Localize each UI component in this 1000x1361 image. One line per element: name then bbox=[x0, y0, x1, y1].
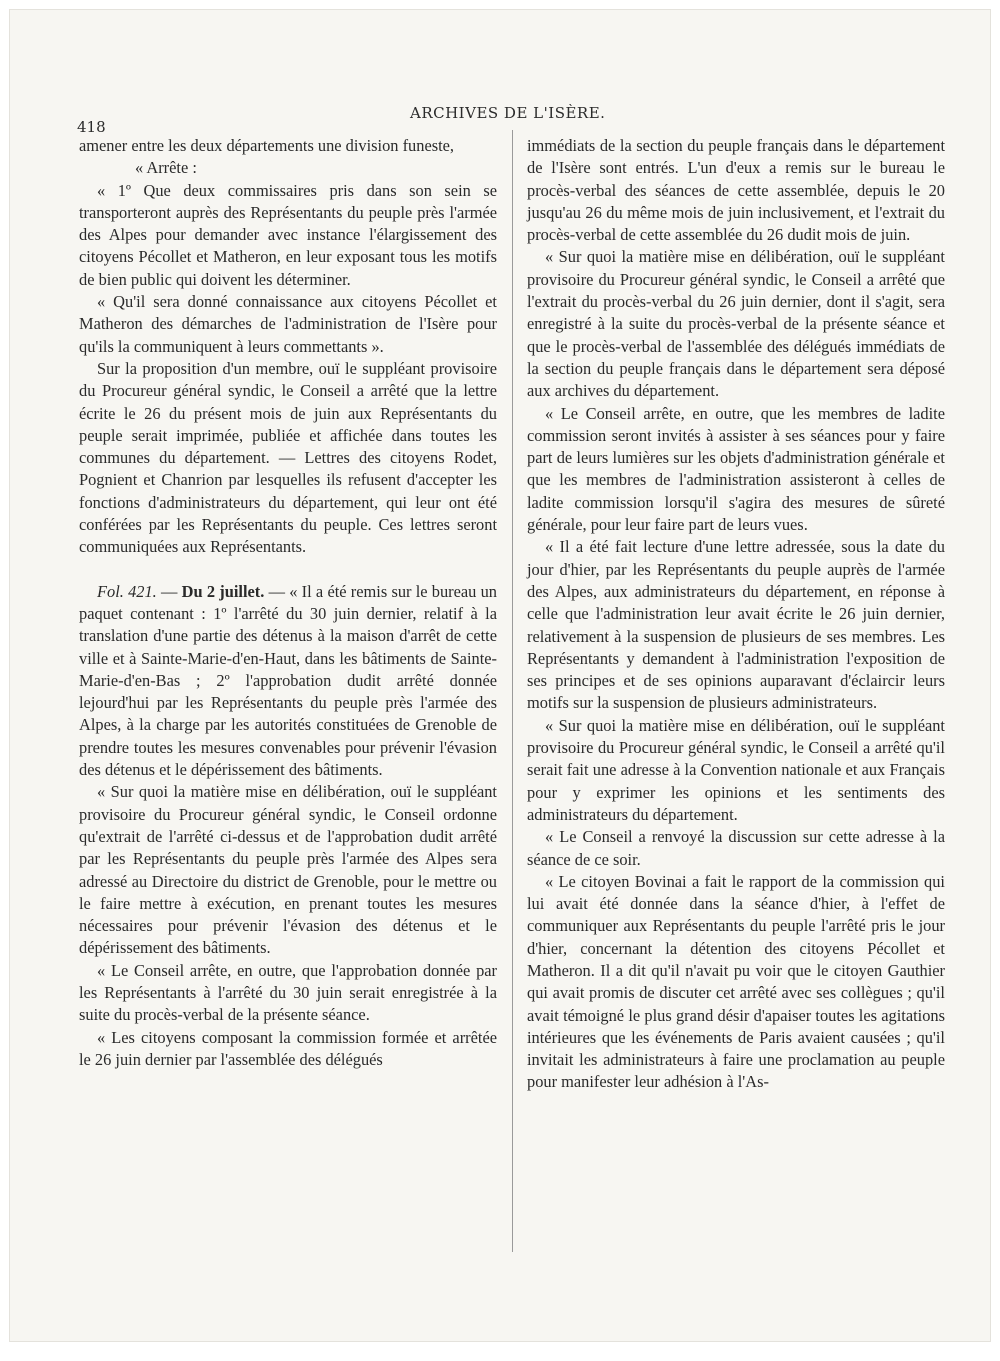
paragraph: « Le Conseil arrête, en outre, que l'approbation donnée par les Représentants à l'arrêté du 30 juin serait enregistrée à la suite du procès-verbal de la présente séance. bbox=[79, 960, 497, 1025]
paragraph: « Arrête : bbox=[135, 158, 197, 178]
page-header bbox=[10, 102, 990, 136]
paragraph: « Le citoyen Bovinai a fait le rapport de la commission qui lui avait été donnée dans la séance d'hier, à l'effet de communiquer aux Représentants du peuple l'arrêté pris le jour d'hier, concernant la détention des citoyens Pécollet et Matheron. Il a dit qu'il n'avait pu voir que le citoyen Gauthier qui avait promis de discuter cet arrêté avec ses collègues ; qu'il avait témoigné le plus grand désir d'apaiser toutes les agitations intérieures que les événements de Paris avaient causées ; qu'il invitait les administrateurs à faire une proclamation au peuple pour manifester leur adhésion à l'As- bbox=[527, 871, 945, 1092]
paragraph: « Sur quoi la matière mise en délibération, ouï le suppléant provisoire du Procureur général syndic, le Conseil a arrêté que l'extrait du procès-verbal du 26 juin dernier, dont il s'agit, sera enregistré à la suite du procès-verbal de la présente séance et que le procès-verbal de l'assemblée des délégués immédiats de la section du peuple français dans le département sera déposé aux archives du département. bbox=[527, 247, 945, 401]
entry-text: — « Il a été remis sur le bureau un paquet contenant : 1º l'arrêté du 30 juin dernier, relatif à la translation d'une partie des détenus à la maison d'arrêt de cette ville et à Sainte-Marie-d'en-Haut, dans les bâtiments de Sainte-Marie-d'en-Bas ; 2º l'approbation dudit arrêté donnée lejourd'hui par les Représentants du peuple près l'armée des Alpes, à la charge par les autorités constituées de Grenoble de prendre toutes les mesures convenables pour prévenir l'évasion des détenus et le dépérissement des bâtiments. bbox=[79, 581, 498, 780]
entry-date: Du 2 juillet. bbox=[181, 581, 265, 601]
paragraph: Sur la proposition d'un membre, ouï le suppléant provisoire du Procureur général syndic, le Conseil a arrêté que la lettre écrite le 26 du présent mois de juin aux Représentants du peuple serait imprimée, publiée et affichée dans toutes les communes du département. — Lettres des citoyens Rodet, Pognient et Chanrion par lesquelles ils refusent d'accepter les fonctions d'administrateurs du département, qui leur ont été conférées par les Représentants du peuple. Ces lettres seront communiquées aux Représentants. bbox=[79, 358, 497, 557]
paragraph: « Sur quoi la matière mise en délibération, ouï le suppléant provisoire du Procureur général syndic, le Conseil a arrêté qu'il serait fait une adresse à la Convention nationale et aux Français pour y exprimer les opinions et les sentiments des administrateurs du département. bbox=[527, 715, 945, 824]
folio-reference: Fol. 421. bbox=[97, 581, 157, 601]
paragraph: « Les citoyens composant la commission formée et arrêtée le 26 juin dernier par l'assemblée des délégués bbox=[79, 1027, 497, 1069]
archive-page bbox=[10, 10, 990, 1341]
paragraph: « Le Conseil arrête, en outre, que les membres de ladite commission seront invités à assister à ses séances pour y faire part de leurs lumières sur les objets d'administration générale et que les membres de l'administration assisteront à celles de ladite commission lorsqu'il s'agira des mesures de sûreté générale, pour leur faire part de leurs vues. bbox=[527, 403, 945, 535]
section-gap bbox=[79, 559, 497, 581]
running-title: ARCHIVES DE L'ISÈRE. bbox=[410, 104, 606, 122]
paragraph: amener entre les deux départements une division funeste, bbox=[79, 136, 455, 155]
dated-entry bbox=[79, 581, 497, 782]
column-divider bbox=[512, 130, 513, 1252]
paragraph: « Il a été fait lecture d'une lettre adressée, sous la date du jour d'hier, par les Représentants du peuple auprès de l'armée des Alpes, aux administrateurs du département, en réponse à celle que l'administration leur avait écrite le 26 juin dernier, relativement à la suspension de plusieurs de ses membres. Les Représentants y demandent à l'administration l'exposition de ses principes et de ses opinions auparavant d'éclaircir leurs motifs sur la suspension de plusieurs administrateurs. bbox=[527, 537, 945, 713]
paragraph: « Qu'il sera donné connaissance aux citoyens Pécollet et Matheron des démarches de l'administration de l'Isère pour qu'ils la communiquent à leurs commettants ». bbox=[79, 292, 497, 356]
paragraph: « Sur quoi la matière mise en délibération, ouï le suppléant provisoire du Procureur général syndic, le Conseil ordonne qu'extrait de l'arrêté ci-dessus et de l'approbation dudit arrêté par les Représentants du peuple près l'armée des Alpes sera adressé au Directoire du district de Grenoble, pour le mettre ou le faire mettre à exécution, en prenant toutes les mesures nécessaires pour prévenir l'évasion des détenus et le dépérissement des bâtiments. bbox=[79, 782, 497, 958]
paragraph: « 1º Que deux commissaires pris dans son sein se transporteront auprès des Représentants du peuple près l'armée des Alpes pour demander avec instance l'élargissement des citoyens Pécollet et Matheron, en leur exposant tous les motifs de bien public qui doivent les déterminer. bbox=[79, 180, 497, 289]
left-column bbox=[79, 135, 497, 1071]
right-column bbox=[527, 135, 945, 1094]
page-number: 418 bbox=[77, 118, 106, 136]
paragraph: immédiats de la section du peuple français dans le département de l'Isère sont entrés. L'un d'eux a remis sur le bureau le procès-verbal des séances de cette assemblée, depuis le 20 jusqu'au 26 du même mois de juin inclusivement, et l'extrait du procès-verbal de cette assemblée du 26 dudit mois de juin. bbox=[527, 136, 945, 245]
dash: — bbox=[156, 581, 182, 601]
paragraph: « Le Conseil a renvoyé la discussion sur cette adresse à la séance de ce soir. bbox=[527, 827, 945, 869]
